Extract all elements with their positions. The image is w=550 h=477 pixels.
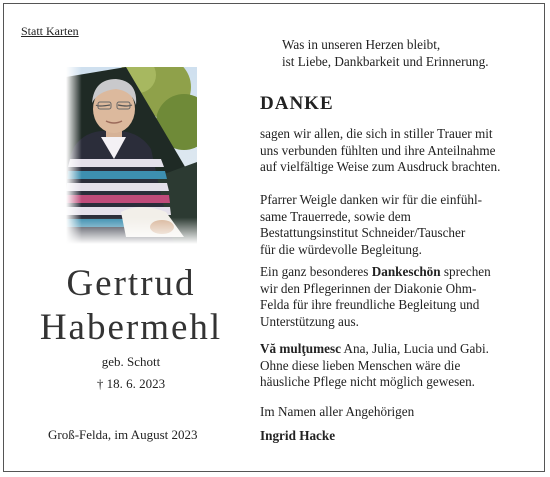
portrait-photo (66, 67, 197, 244)
birth-name: geb. Schott (101, 354, 161, 369)
first-name: Gertrud (66, 263, 196, 304)
death-date: † 18. 6. 2023 (96, 376, 166, 391)
statt-karten-label: Statt Karten (21, 24, 79, 38)
paragraph-line: Ohne diese lieben Menschen wäre die (260, 357, 461, 373)
paragraph-line: same Trauerrede, sowie dem (260, 208, 411, 224)
paragraph-line: häusliche Pflege nicht möglich gewesen. (260, 374, 475, 389)
dankeschoen-bold: Dankeschön (371, 264, 441, 279)
paragraph-line: Pfarrer Weigle danken wir für die einfühl- (260, 192, 483, 207)
thanks-paragraph (260, 126, 500, 176)
closing-line: Im Namen aller Angehörigen (260, 404, 415, 419)
paragraph-line: wir den Pflegerinnen der Diakonie Ohm- (260, 280, 477, 296)
text-run: Ein ganz besonderes (260, 264, 372, 279)
paragraph-line: Felda für ihre freundliche Begleitung und (260, 297, 480, 312)
text-run: Ana, Julia, Lucia und Gabi. (340, 341, 489, 356)
paragraph-line: für die würdevolle Begleitung. (260, 241, 422, 257)
paragraph-line: auf vielfältige Weise zum Ausdruck brachten. (260, 159, 501, 174)
quote-line: Was in unseren Herzen bleibt, (282, 37, 441, 52)
paragraph-line: sagen wir allen, die sich in stiller Trauer mit (260, 126, 493, 141)
text-run: sprechen (440, 264, 491, 279)
paragraph-line (260, 341, 489, 358)
signature: Ingrid Hacke (260, 428, 336, 443)
danke-heading: DANKE (260, 93, 334, 114)
diakonie-paragraph (260, 264, 491, 330)
quote (282, 37, 489, 70)
place-date: Groß-Felda, im August 2023 (48, 427, 198, 442)
paragraph-line: uns verbunden fühlten und ihre Anteilnahme (260, 142, 496, 158)
romanian-thanks-bold: Vă mulţumesc (260, 341, 341, 356)
paragraph-line: Unterstützung aus. (260, 313, 359, 329)
caregivers-paragraph (260, 341, 489, 391)
paragraph-line: Bestattungsinstitut Schneider/Tauscher (260, 225, 466, 240)
pastor-paragraph (260, 192, 482, 258)
paragraph-line (260, 264, 491, 281)
quote-line: ist Liebe, Dankbarkeit und Erinnerung. (282, 53, 489, 69)
last-name: Habermehl (39, 307, 223, 348)
